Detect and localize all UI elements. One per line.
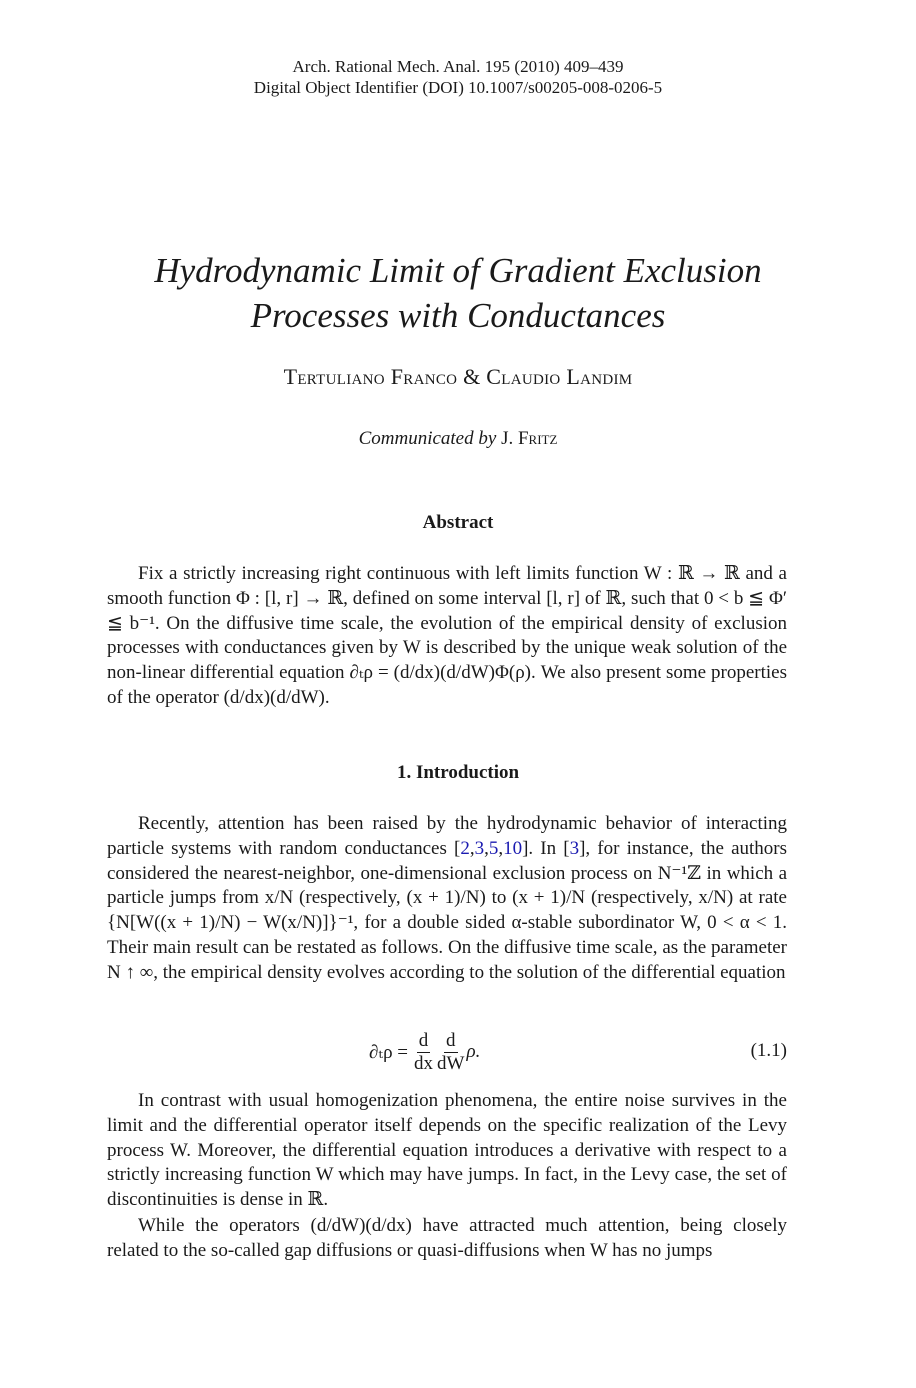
- doi-line: Digital Object Identifier (DOI) 10.1007/s00205-008-0206-5: [253, 78, 663, 97]
- p1-text-c: ], for instance, the authors considered the nearest-neighbor, one-dimensional exclusion process on N⁻¹ℤ in which a particle jumps from x/N (respectively, (x + 1)/N) to (x + 1)/N (respectively, x/N) at rate {N[W((x + 1)/N) − W(x/N)]}⁻¹, for a double sided α-stable subordinator W, 0 < α < 1. Their main result can be restated as follows. On the diffusive time scale, as the parameter N ↑ ∞, the empirical density evolves according to the solution of the differential equation: [107, 837, 788, 983]
- p1-text-a: Recently, attention has been raised by the hydrodynamic behavior of interacting particle systems with random conductances [: [107, 813, 787, 859]
- fraction-d-dW: [437, 1030, 464, 1075]
- authors: Tertuliano Franco & Claudio Landim: [283, 364, 633, 389]
- paper-title-line-2: Processes with Conductances: [250, 296, 666, 335]
- intro-paragraph-2: In contrast with usual homogenization phenomena, the entire noise survives in the limit and the differential operator itself depends on the specific realization of the Levy process W. Moreover, the differential equation introduces a derivative with respect to a strictly increasing function W which may have jumps. In fact, in the Levy case, the set of discontinuities is dense in ℝ.: [107, 1090, 787, 1211]
- citation-link[interactable]: 5: [488, 837, 499, 859]
- equation-lhs: ∂ₜρ =: [369, 1041, 409, 1063]
- citation-link[interactable]: 2: [460, 837, 470, 859]
- intro-paragraph-1: Recently, attention has been raised by the hydrodynamic behavior of interacting particle systems with random conductances [2,3,5,10]. In [3], for instance, the authors considered the nearest-neighbor, one-dimensional exclusion process on N⁻¹ℤ in which a particle jumps from x/N (respectively, (x + 1)/N) to (x + 1)/N (respectively, x/N) at rate {N[W((x + 1)/N) − W(x/N)]}⁻¹, for a double sided α-stable subordinator W, 0 < α < 1. Their main result can be restated as follows. On the diffusive time scale, as the parameter N ↑ ∞, the empirical density evolves according to the solution of the differential equation: [107, 813, 788, 983]
- p1-text-b: ]. In [: [522, 837, 570, 859]
- fraction-d-dx: [414, 1030, 433, 1075]
- equation-number: (1.1): [750, 1040, 787, 1061]
- intro-paragraph-3: While the operators (d/dW)(d/dx) have attracted much attention, being closely related to the so-called gap diffusions or quasi-diffusions when W has no jumps: [107, 1215, 787, 1261]
- citation-link[interactable]: 3: [474, 837, 485, 859]
- communicated-name: J. Fritz: [501, 428, 558, 449]
- equation-1-1: [107, 1027, 787, 1077]
- communicated-prefix: Communicated by: [358, 428, 497, 449]
- communicated-by: [0, 428, 916, 450]
- equation-body: [369, 1027, 480, 1077]
- citation-link[interactable]: 10: [503, 837, 523, 859]
- fraction-denominator: dx: [414, 1052, 434, 1074]
- fraction-numerator: d: [418, 1029, 429, 1051]
- introduction-heading: 1. Introduction: [396, 762, 520, 783]
- journal-citation: Arch. Rational Mech. Anal. 195 (2010) 409–439: [292, 57, 624, 76]
- abstract-text: Fix a strictly increasing right continuous with left limits function W : ℝ → ℝ and a smooth function Φ : [l, r] → ℝ, defined on some interval [l, r] of ℝ, such that 0 < b ≦ Φ′ ≦ b⁻¹. On the diffusive time scale, the evolution of the empirical density of exclusion processes with conductances given by W is described by the unique weak solution of the non-linear differential equation ∂ₜρ = (d/dx)(d/dW)Φ(ρ). We also present some properties of the operator (d/dx)(d/dW).: [107, 563, 787, 708]
- equation-rhs: ρ.: [466, 1041, 481, 1062]
- fraction-denominator: dW: [437, 1052, 465, 1074]
- fraction-numerator: d: [446, 1029, 456, 1051]
- abstract-heading: Abstract: [422, 512, 494, 533]
- citation-link[interactable]: 3: [569, 837, 580, 859]
- paper-title-line-1: Hydrodynamic Limit of Gradient Exclusion: [154, 251, 762, 290]
